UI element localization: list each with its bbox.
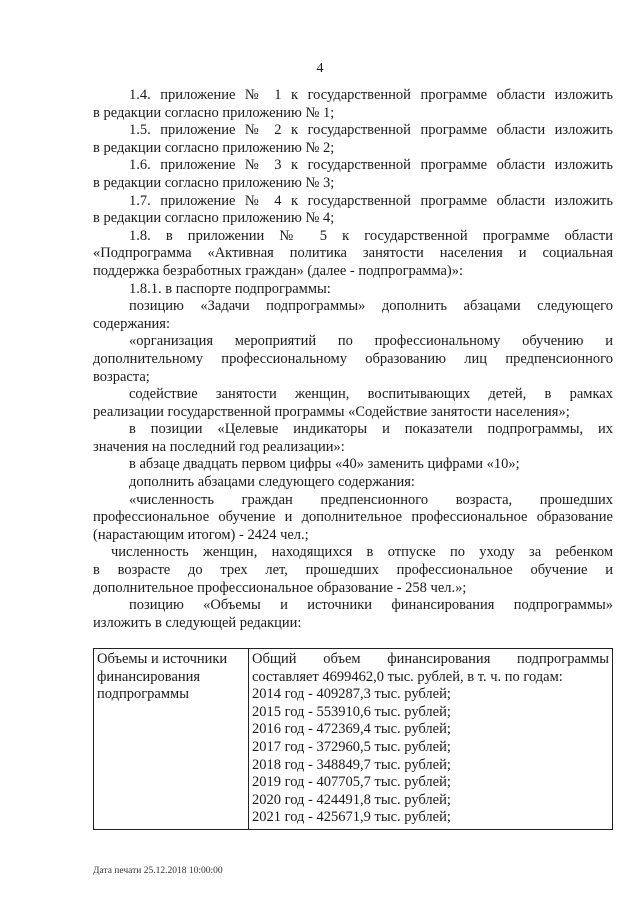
- paragraph-women-count-line-1: численность женщин, находящихся в отпуске по уходу за ребенком: [111, 544, 613, 561]
- financing-year-row: 2014 год - 409287,3 тыс. рублей;: [252, 686, 451, 703]
- paragraph-replace-digits: в абзаце двадцать первом цифры «40» заменить цифрами «10»;: [129, 456, 520, 473]
- financing-year-row: 2019 год - 407705,7 тыс. рублей;: [252, 774, 451, 791]
- paragraph-1-7-line-2: в редакции согласно приложению № 4;: [93, 210, 335, 227]
- paragraph-1-4-line-1: 1.4. приложение № 1 к государственной программе области изложить: [129, 87, 613, 103]
- paragraph-organization-line-2: дополнительному профессиональному образованию лиц предпенсионного: [93, 350, 613, 367]
- paragraph-citizens-count-line-3: (нарастающим итогом) - 2424 чел.;: [93, 526, 309, 543]
- paragraph-1-8-1: 1.8.1. в паспорте подпрограммы:: [129, 280, 331, 297]
- paragraph-indicators-line-1: в позиции «Целевые индикаторы и показатели подпрограммы, их: [129, 421, 613, 438]
- paragraph-1-8-line-1: 1.8. в приложении № 5 к государственной программе области: [129, 227, 613, 244]
- paragraph-1-5-line-2: в редакции согласно приложению № 2;: [93, 139, 335, 156]
- table-row: [94, 649, 613, 830]
- financing-year-row: 2020 год - 424491,8 тыс. рублей;: [252, 791, 451, 808]
- financing-label-line: подпрограммы: [97, 686, 189, 703]
- paragraph-1-5-line-1: 1.5. приложение № 2 к государственной программе области изложить: [129, 122, 613, 139]
- paragraph-citizens-count-line-2: профессиональное обучение и дополнительное профессиональное образование: [93, 509, 613, 526]
- financing-year-row: 2021 год - 425671,9 тыс. рублей;: [252, 809, 451, 826]
- paragraph-1-8-line-2: «Подпрограмма «Активная политика занятости населения и социальная: [93, 245, 613, 262]
- paragraph-tasks-line-2: содержания:: [93, 315, 171, 332]
- paragraph-1-8-line-3: поддержка безработных граждан» (далее - подпрограмма)»:: [93, 262, 464, 279]
- paragraph-1-4-line-2: в редакции согласно приложению № 1;: [93, 104, 335, 121]
- paragraph-add-items: дополнить абзацами следующего содержания:: [129, 474, 415, 491]
- financing-label-cell: [94, 649, 249, 830]
- paragraph-women-employment-line-1: содействие занятости женщин, воспитывающих детей, в рамках: [129, 386, 613, 403]
- paragraph-women-count-line-2: в возрасте до трех лет, прошедших профессиональное обучение и: [93, 562, 613, 579]
- paragraph-women-count-line-3: дополнительное профессиональное образование - 258 чел.»;: [93, 579, 467, 596]
- paragraph-financing-position-line-2: изложить в следующей редакции:: [93, 614, 302, 631]
- paragraph-indicators-line-2: значения на последний год реализации»:: [93, 438, 345, 455]
- financing-table: [93, 648, 613, 830]
- paragraph-citizens-count-line-1: «численность граждан предпенсионного возраста, прошедших: [129, 491, 613, 508]
- financing-year-row: 2017 год - 372960,5 тыс. рублей;: [252, 738, 451, 755]
- financing-label-line: финансирования: [97, 668, 201, 685]
- financing-total-line: составляет 4699462,0 тыс. рублей, в т. ч. по годам:: [252, 668, 563, 685]
- document-body: [93, 87, 613, 632]
- paragraph-organization-line-1: «организация мероприятий по профессиональному обучению и: [129, 333, 613, 350]
- paragraph-1-6-line-1: 1.6. приложение № 3 к государственной программе области изложить: [129, 157, 613, 174]
- financing-label-line: Объемы и источники: [97, 651, 228, 667]
- financing-year-row: 2015 год - 553910,6 тыс. рублей;: [252, 703, 451, 720]
- paragraph-financing-position-line-1: позицию «Объемы и источники финансирования подпрограммы»: [129, 597, 613, 614]
- financing-total-line: Общий объем финансирования подпрограммы: [252, 651, 609, 667]
- financing-year-row: 2018 год - 348849,7 тыс. рублей;: [252, 756, 451, 773]
- financing-values-cell: [249, 649, 613, 830]
- paragraph-organization-line-3: возраста;: [93, 368, 150, 385]
- page-number: 4: [316, 61, 324, 76]
- paragraph-1-6-line-2: в редакции согласно приложению № 3;: [93, 174, 335, 191]
- print-date-footer: Дата печати 25.12.2018 10:00:00: [93, 866, 223, 876]
- paragraph-women-employment-line-2: реализации государственной программы «Содействие занятости населения»;: [93, 403, 570, 420]
- paragraph-tasks-line-1: позицию «Задачи подпрограммы» дополнить абзацами следующего: [129, 298, 613, 315]
- paragraph-1-7-line-1: 1.7. приложение № 4 к государственной программе области изложить: [129, 192, 613, 209]
- financing-year-row: 2016 год - 472369,4 тыс. рублей;: [252, 721, 451, 738]
